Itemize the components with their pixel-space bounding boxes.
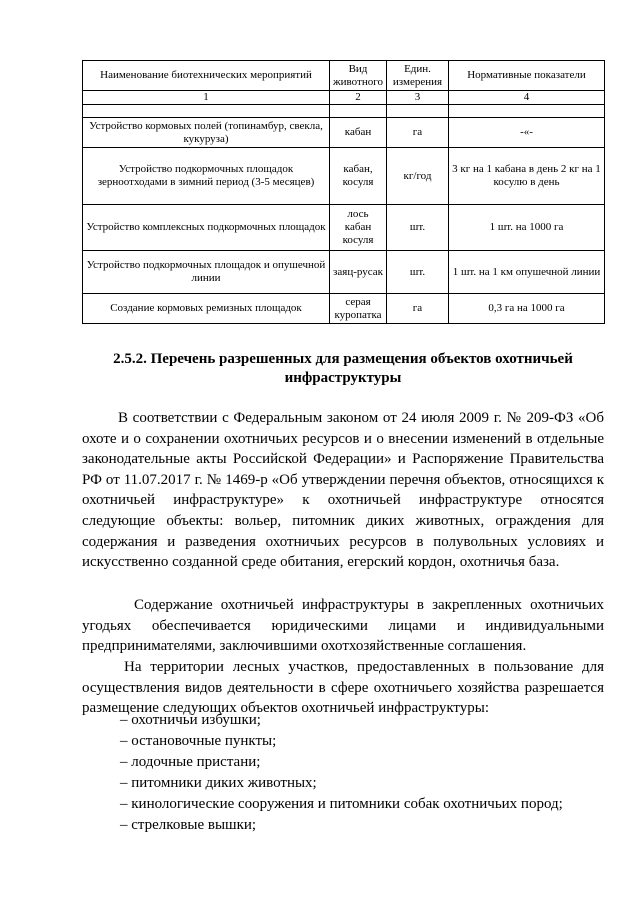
measure-name-cell: Устройство подкормочных площадок зерноотходами в зимний период (3-5 месяцев) xyxy=(83,148,330,205)
paragraph-legal-basis: В соответствии с Федеральным законом от 24 июля 2009 г. № 209-ФЗ «Об охоте и о сохранении охотничьих ресурсов и о внесении изменений в отдельные законодательные акты Российской Федерации» и Распоряжение Правительства РФ от 11.07.2017 г. № 1469-р «Об утверждении перечня объектов, относящихся к охотничьей инфраструктуре» к охотничьей инфраструктуре относятся следующие объекты: вольер, питомник диких животных, ограждения для содержания и разведения охотничьих ресурсов в полувольных условиях и искусственно созданной среде обитания, егерский кордон, охотничья база. xyxy=(82,410,604,571)
column-number-row xyxy=(83,91,605,105)
table-row xyxy=(83,118,605,148)
header-cell: Един. измерения xyxy=(387,61,449,91)
empty-cell xyxy=(449,105,605,118)
list-item: – охотничьи избушки; xyxy=(120,712,261,728)
table-row xyxy=(83,205,605,251)
animal-cell: кабан, косуля xyxy=(330,148,387,205)
animal-cell: лось кабан косуля xyxy=(330,205,387,251)
empty-cell xyxy=(330,105,387,118)
measure-name-cell: Создание кормовых ремизных площадок xyxy=(83,294,330,324)
measure-name-cell: Устройство подкормочных площадок и опушечной линии xyxy=(83,251,330,294)
table-row xyxy=(83,251,605,294)
section-heading: 2.5.2. Перечень разрешенных для размещения объектов охотничьей инфраструктуры xyxy=(113,351,573,386)
list-item: – питомники диких животных; xyxy=(120,775,317,791)
header-cell: Вид животного xyxy=(330,61,387,91)
table-header-row xyxy=(83,61,605,91)
header-cell: Нормативные показатели xyxy=(449,61,605,91)
column-number: 1 xyxy=(83,91,330,105)
empty-row xyxy=(83,105,605,118)
list-item: – остановочные пункты; xyxy=(120,733,277,749)
norm-cell: 0,3 га на 1000 га xyxy=(449,294,605,324)
column-number: 4 xyxy=(449,91,605,105)
header-cell: Наименование биотехнических мероприятий xyxy=(83,61,330,91)
measure-name-cell: Устройство кормовых полей (топинамбур, свекла, кукуруза) xyxy=(83,118,330,148)
table-row xyxy=(83,148,605,205)
empty-cell xyxy=(83,105,330,118)
list-item: – кинологические сооружения и питомники собак охотничьих пород; xyxy=(120,796,563,812)
biotechnical-measures-table xyxy=(82,60,605,324)
column-number: 3 xyxy=(387,91,449,105)
paragraph-maintenance: Содержание охотничьей инфраструктуры в закрепленных охотничьих угодьях обеспечивается юридическими лицами и индивидуальными предпринимателями, заключившими охотхозяйственные соглашения. xyxy=(82,597,604,655)
unit-cell: шт. xyxy=(387,205,449,251)
paragraph-permitted-objects: На территории лесных участков, предоставленных в пользование для осуществления видов деятельности в сфере охотничьего хозяйства разрешается размещение следующих объектов охотничьей инфраструктуры: xyxy=(82,659,604,717)
infrastructure-list xyxy=(120,710,604,836)
unit-cell: га xyxy=(387,118,449,148)
unit-cell: кг/год xyxy=(387,148,449,205)
unit-cell: га xyxy=(387,294,449,324)
list-item: – лодочные пристани; xyxy=(120,754,261,770)
norm-cell: 1 шт. на 1000 га xyxy=(449,205,605,251)
animal-cell: заяц-русак xyxy=(330,251,387,294)
norm-cell: -«- xyxy=(449,118,605,148)
unit-cell: шт. xyxy=(387,251,449,294)
animal-cell: серая куропатка xyxy=(330,294,387,324)
norm-cell: 3 кг на 1 кабана в день 2 кг на 1 косулю в день xyxy=(449,148,605,205)
animal-cell: кабан xyxy=(330,118,387,148)
table-row xyxy=(83,294,605,324)
column-number: 2 xyxy=(330,91,387,105)
norm-cell: 1 шт. на 1 км опушечной линии xyxy=(449,251,605,294)
list-item: – стрелковые вышки; xyxy=(120,817,257,833)
measure-name-cell: Устройство комплексных подкормочных площадок xyxy=(83,205,330,251)
empty-cell xyxy=(387,105,449,118)
